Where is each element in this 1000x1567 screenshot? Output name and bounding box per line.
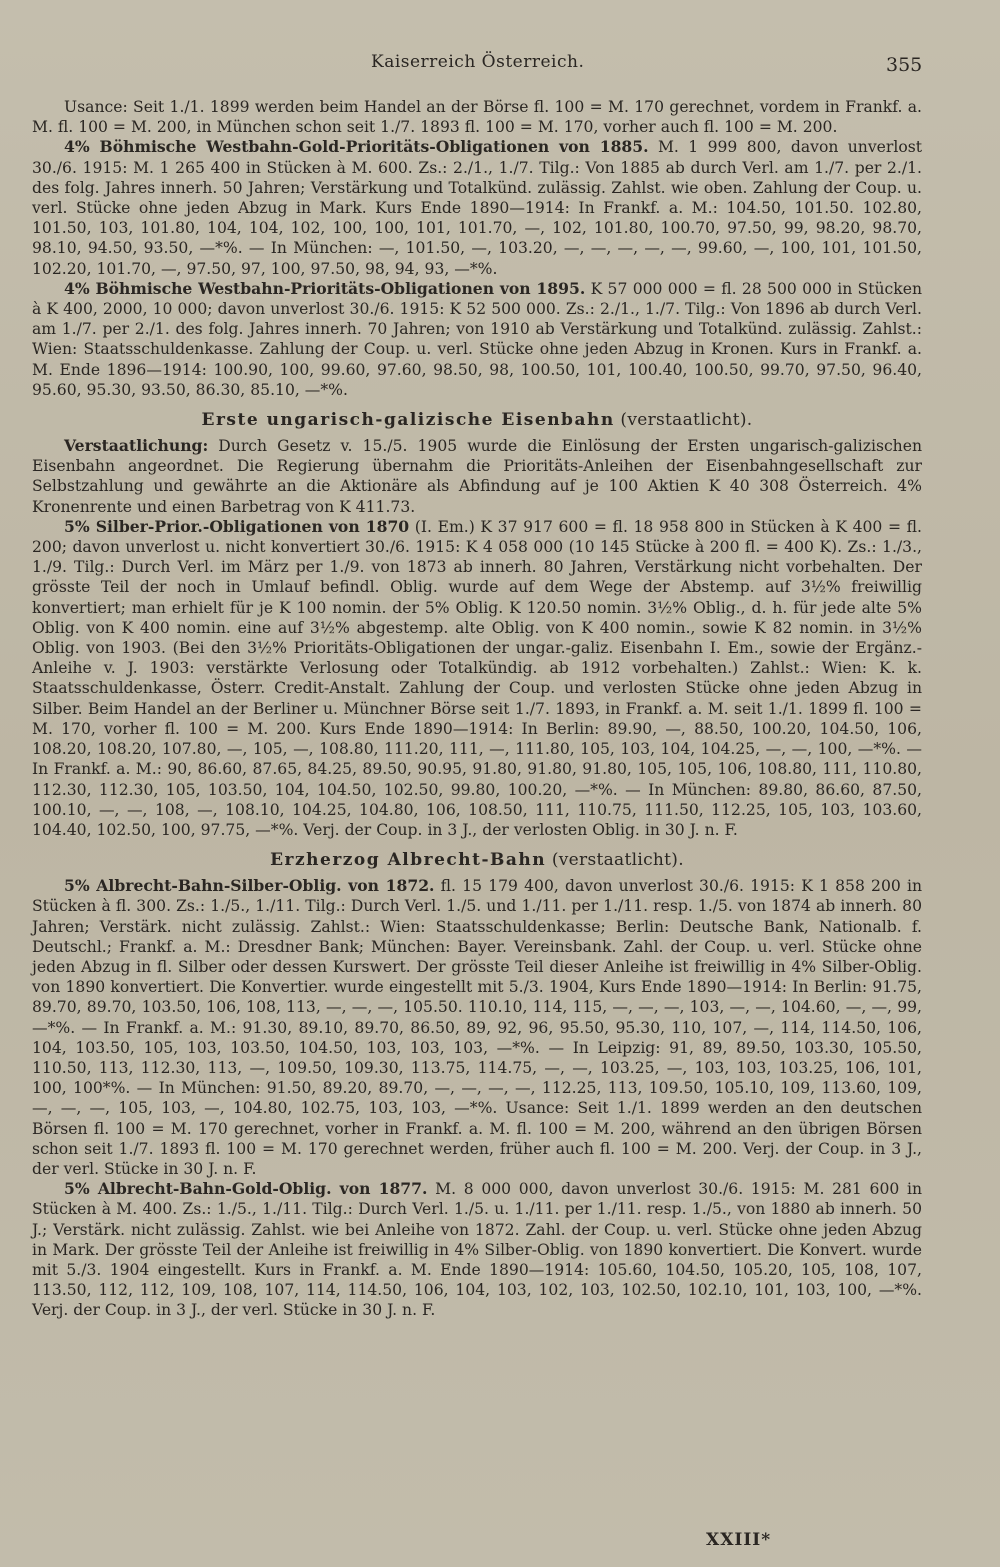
entry-title: 4% Böhmische Westbahn-Gold-Prioritäts-Obligationen von 1885. <box>64 137 649 157</box>
section-title: Erste ungarisch-galizische Eisenbahn <box>201 410 615 431</box>
section-note: (verstaatlicht). <box>620 410 753 431</box>
entry-title: 5% Albrecht-Bahn-Silber-Oblig. von 1872. <box>64 876 435 896</box>
entry-body: M. 1 999 800, davon unverlost 30./6. 1915: M. 1 265 400 in Stücken à M. 600. Zs.: 2./1., 1./7. Tilg.: Von 1885 ab durch Verl. am 1./7. per 2./1. des folg. Jahres innerh. 50 Jahren; Verstärkung und Totalkünd. zulässig. Zahlst. wie oben. Zahlung der Coup. u. verl. Stücke ohne jeden Abzug in Mark. Kurs Ende 1890—1914: In Frankf. a. M.: 104.50, 101.50. 102.80, 101.50, 103, 101.80, 104, 104, 102, 100, 100, 101, 101.70, —, 102, 101.80, 100.70, 97.50, 99, 98.20, 98.70, 98.10, 94.50, 93.50, —*%. — In München: —, 101.50, —, 103.20, —, —, —, —, —, 99.60, —, 100, 101, 101.50, 102.20, 101.70, —, 97.50, 97, 100, 97.50, 98, 94, 93, —*%. <box>32 138 922 278</box>
entry-body: M. 8 000 000, davon unverlost 30./6. 1915: M. 281 600 in Stücken à M. 400. Zs.: 1./5., 1./11. Tilg.: Durch Verl. 1./5. u. 1./11. per 1./11. resp. 1./5., von 1880 ab innerh. 50 J.; Verstärk. nicht zulässig. Zahlst. wie bei Anleihe von 1872. Zahl. der Coup. u. verl. Stücke ohne jeden Abzug in Mark. Der grösste Teil der Anleihe ist freiwillig in 4% Silber-Oblig. von 1890 konvertiert. Die Konvert. wurde mit 5./3. 1904 eingestellt. Kurs in Frankf. a. M. Ende 1890—1914: 105.60, 104.50, 105.20, 105, 108, 107, 113.50, 112, 112, 109, 108, 107, 114, 114.50, 106, 104, 103, 102, 103, 102.50, 102.10, 101, 103, 100, —*%. Verj. der Coup. in 3 J., der verl. Stücke in 30 J. n. F. <box>32 1180 922 1320</box>
section-note: (verstaatlicht). <box>551 850 684 871</box>
usance-paragraph: Usance: Seit 1./1. 1899 werden beim Handel an der Börse fl. 100 = M. 170 gerechnet, vordem in Frankf. a. M. fl. 100 = M. 200, in München schon seit 1./7. 1893 fl. 100 = M. 170, vorher auch fl. 100 = M. 200. <box>32 98 922 137</box>
signature-mark: XXIII* <box>706 1530 772 1550</box>
running-title: Kaiserreich Österreich. <box>371 52 585 72</box>
entry-paragraph <box>32 137 922 278</box>
entry-body: K 57 000 000 = fl. 28 500 000 in Stücken à K 400, 2000, 10 000; davon unverlost 30./6. 1915: K 52 500 000. Zs.: 2./1., 1./7. Tilg.: Von 1896 ab durch Verl. am 1./7. per 2./1. des folg. Jahres innerh. 70 Jahren; von 1910 ab Verstärkung und Totalkünd. zulässig. Zahlst.: Wien: Staatsschuldenkasse. Zahlung der Coup. u. verl. Stücke ohne jeden Abzug in Kronen. Kurs in Frankf. a. M. Ende 1896—1914: 100.90, 100, 99.60, 97.60, 98.50, 98, 100.50, 101, 100.40, 100.50, 99.70, 97.50, 96.40, 95.60, 95.30, 93.50, 86.30, 85.10, —*%. <box>32 279 922 399</box>
entry-body: (I. Em.) K 37 917 600 = fl. 18 958 800 in Stücken à K 400 = fl. 200; davon unverlost u. nicht konvertiert 30./6. 1915: K 4 058 000 (10 145 Stücke à 200 fl. = 400 K). Zs.: 1./3., 1./9. Tilg.: Durch Verl. im März per 1./9. von 1873 ab innerh. 80 Jahren, Verstärkung nicht vorbehalten. Der grösste Teil der noch in Umlauf befindl. Oblig. wurde auf dem Wege der Abstemp. auf 3½% freiwillig konvertiert; man erhielt für je K 100 nomin. der 5% Oblig. K 120.50 nomin. 3½% Oblig., d. h. für jede alte 5% Oblig. von K 400 nomin. eine auf 3½% abgestemp. alte Oblig. von K 400 nomin., sowie K 82 nomin. in 3½% Oblig. von 1903. (Bei den 3½% Prioritäts-Obligationen der ungar.-galiz. Eisenbahn I. Em., sowie der Ergänz.-Anleihe v. J. 1903: verstärkte Verlosung oder Totalkündig. ab 1912 vorbehalten.) Zahlst.: Wien: K. k. Staatsschuldenkasse, Österr. Credit-Anstalt. Zahlung der Coup. und verlosten Stücke ohne jeden Abzug in Silber. Beim Handel an der Berliner u. Münchner Börse seit 1./7. 1893, in Frankf. a. M. seit 1./1. 1899 fl. 100 = M. 170, vorher fl. 100 = M. 200. Kurs Ende 1890—1914: In Berlin: 89.90, —, 88.50, 100.20, 104.50, 106, 108.20, 108.20, 107.80, —, 105, —, 108.80, 111.20, 111, —, 111.80, 105, 103, 104, 104.25, —, —, 100, —*%. — In Frankf. a. M.: 90, 86.60, 87.65, 84.25, 89.50, 90.95, 91.80, 91.80, 91.80, 105, 105, 106, 108.80, 111, 110.80, 112.30, 112.30, 105, 103.50, 104, 104.50, 102.50, 99.80, 100.20, —*%. — In München: 89.80, 86.60, 87.50, 100.10, —, —, 108, —, 108.10, 104.25, 104.80, 106, 108.50, 111, 110.75, 111.50, 112.25, 105, 103, 103.60, 104.40, 102.50, 100, 97.75, —*%. Verj. der Coup. in 3 J., der verlosten Oblig. in 30 J. n. F. <box>32 517 922 839</box>
entry-body: Durch Gesetz v. 15./5. 1905 wurde die Einlösung der Ersten ungarisch-galizischen Eisenbahn angeordnet. Die Regierung übernahm die Prioritäts-Anleihen der Eisenbahngesellschaft zur Selbstzahlung und gewährte an die Aktionäre als Abfindung auf je 100 Aktien K 40 308 Österreich. 4% Kronenrente und einen Barbetrag von K 411.73. <box>32 437 922 516</box>
section-title: Erzherzog Albrecht-Bahn <box>270 850 547 871</box>
entry-title: 4% Böhmische Westbahn-Prioritäts-Obligationen von 1895. <box>64 278 586 298</box>
entry-body: fl. 15 179 400, davon unverlost 30./6. 1915: K 1 858 200 in Stücken à fl. 300. Zs.: 1./5., 1./11. Tilg.: Durch Verl. 1./5. und 1./11. per 1./11. resp. 1./5. von 1874 ab innerh. 80 Jahren; Verstärk. nicht zulässig. Zahlst.: Wien: Staatsschuldenkasse; Berlin: Deutsche Bank, Nationalb. f. Deutschl.; Frankf. a. M.: Dresdner Bank; München: Bayer. Vereinsbank. Zahl. der Coup. u. verl. Stücke ohne jeden Abzug in fl. Silber oder dessen Kurswert. Der grösste Teil dieser Anleihe ist freiwillig in 4% Silber-Oblig. von 1890 konvertiert. Die Konvertier. wurde eingestellt mit 5./3. 1904, Kurs Ende 1890—1914: In Berlin: 91.75, 89.70, 89.70, 103.50, 106, 108, 113, —, —, —, 105.50. 110.10, 114, 115, —, —, —, 103, —, —, 104.60, —, —, 99, —*%. — In Frankf. a. M.: 91.30, 89.10, 89.70, 86.50, 89, 92, 96, 95.50, 95.30, 110, 107, —, 114, 114.50, 106, 104, 103.50, 105, 103, 103.50, 104.50, 103, 103, 103, —*%. — In Leipzig: 91, 89, 89.50, 103.30, 105.50, 110.50, 113, 112.30, 113, —, 109.50, 109.30, 113.75, 114.75, —, —, 103.25, —, 103, 103, 103.25, 106, 101, 100, 100*%. — In München: 91.50, 89.20, 89.70, —, —, —, —, 112.25, 113, 109.50, 105.10, 109, 113.60, 109, —, —, —, 105, 103, —, 104.80, 102.75, 103, 103, —*%. Usance: Seit 1./1. 1899 werden an den deutschen Börsen fl. 100 = M. 170 gerechnet, vorher in Frankf. a. M. fl. 100 = M. 200, während an den übrigen Börsen schon seit 1./7. 1893 fl. 100 = M. 170 gerechnet werden, früher auch fl. 100 = M. 200. Verj. der Coup. in 3 J., der verl. Stücke in 30 J. n. F. <box>32 877 922 1178</box>
section-heading <box>32 410 922 430</box>
entry-paragraph <box>32 876 922 1179</box>
entry-title: 5% Silber-Prior.-Obligationen von 1870 <box>64 516 410 536</box>
page-number: 355 <box>886 54 923 76</box>
entry-paragraph <box>32 1179 922 1320</box>
page-content <box>32 97 922 1321</box>
entry-paragraph <box>32 436 922 517</box>
entry-paragraph <box>32 279 922 400</box>
section-heading <box>32 850 922 870</box>
entry-paragraph <box>32 517 922 840</box>
entry-title: Verstaatlichung: <box>64 436 209 456</box>
running-head <box>0 52 1000 82</box>
entry-title: 5% Albrecht-Bahn-Gold-Oblig. von 1877. <box>64 1179 428 1199</box>
